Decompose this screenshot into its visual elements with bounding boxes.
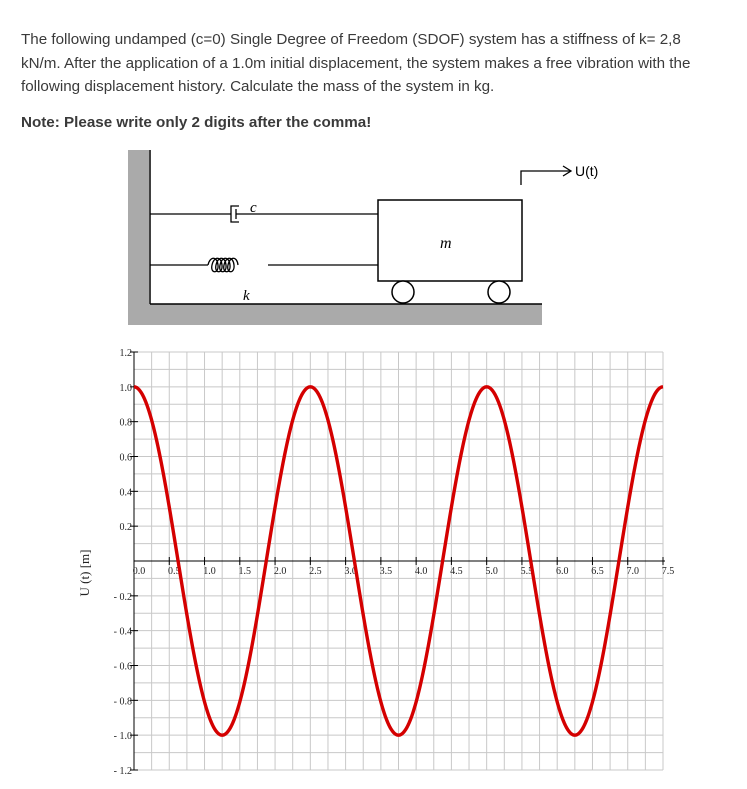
chart-axes — [130, 352, 665, 770]
y-tick-label: 0.8 — [119, 417, 132, 429]
x-tick-label: 4.5 — [450, 566, 463, 577]
question-text: The following undamped (c=0) Single Degree of Freedom (SDOF) system has a stiffness of k= 2,8 kN/m. After the application of a 1.0m initial displacement, the system makes a free vibration with the following displacement history. Calculate the mass of the system in kg. — [21, 31, 691, 95]
y-tick-label: - 0.8 — [113, 696, 132, 708]
y-tick-label: - 1.0 — [113, 731, 132, 743]
x-tick-label: 1.5 — [238, 566, 252, 577]
y-tick-label: 0.2 — [119, 522, 132, 534]
x-tick-label: 7.5 — [661, 566, 675, 577]
x-tick-label: 5.5 — [520, 566, 534, 577]
y-tick-labels — [114, 348, 132, 777]
x-tick-label: 3.5 — [379, 566, 393, 577]
displacement-label: U(t) — [575, 163, 599, 179]
y-tick-label: 0.4 — [119, 487, 132, 499]
y-axis-label: U (t) [m] — [77, 549, 92, 597]
y-tick-label: 0.6 — [119, 452, 132, 464]
mass-label: m — [440, 235, 452, 252]
x-tick-label: 1.0 — [203, 566, 216, 577]
y-tick-label: - 0.6 — [113, 661, 132, 673]
x-tick-label: 5.0 — [485, 566, 498, 577]
y-tick-label: - 0.2 — [113, 591, 132, 603]
note-text: Note: Please write only 2 digits after the comma! — [21, 114, 372, 131]
x-tick-label: 2.5 — [309, 566, 322, 577]
x-tick-label: 0.5 — [168, 566, 181, 577]
x-tick-label: 4.0 — [414, 566, 428, 577]
x-tick-labels — [133, 566, 675, 577]
x-tick-label: 6.5 — [591, 566, 604, 577]
x-tick-label: 6.0 — [555, 566, 569, 577]
x-tick-label: 7.0 — [626, 566, 639, 577]
spring-label: k — [243, 288, 250, 304]
y-tick-label: - 1.2 — [113, 766, 132, 777]
damper-label: c — [250, 200, 257, 216]
x-tick-label: 2.0 — [273, 566, 287, 577]
y-tick-label: - 0.4 — [113, 626, 132, 638]
y-tick-label: 1.0 — [119, 382, 132, 394]
x-tick-label: 3.0 — [344, 566, 357, 577]
x-tick-label: 0.0 — [132, 566, 146, 577]
y-tick-label: 1.2 — [119, 348, 132, 359]
